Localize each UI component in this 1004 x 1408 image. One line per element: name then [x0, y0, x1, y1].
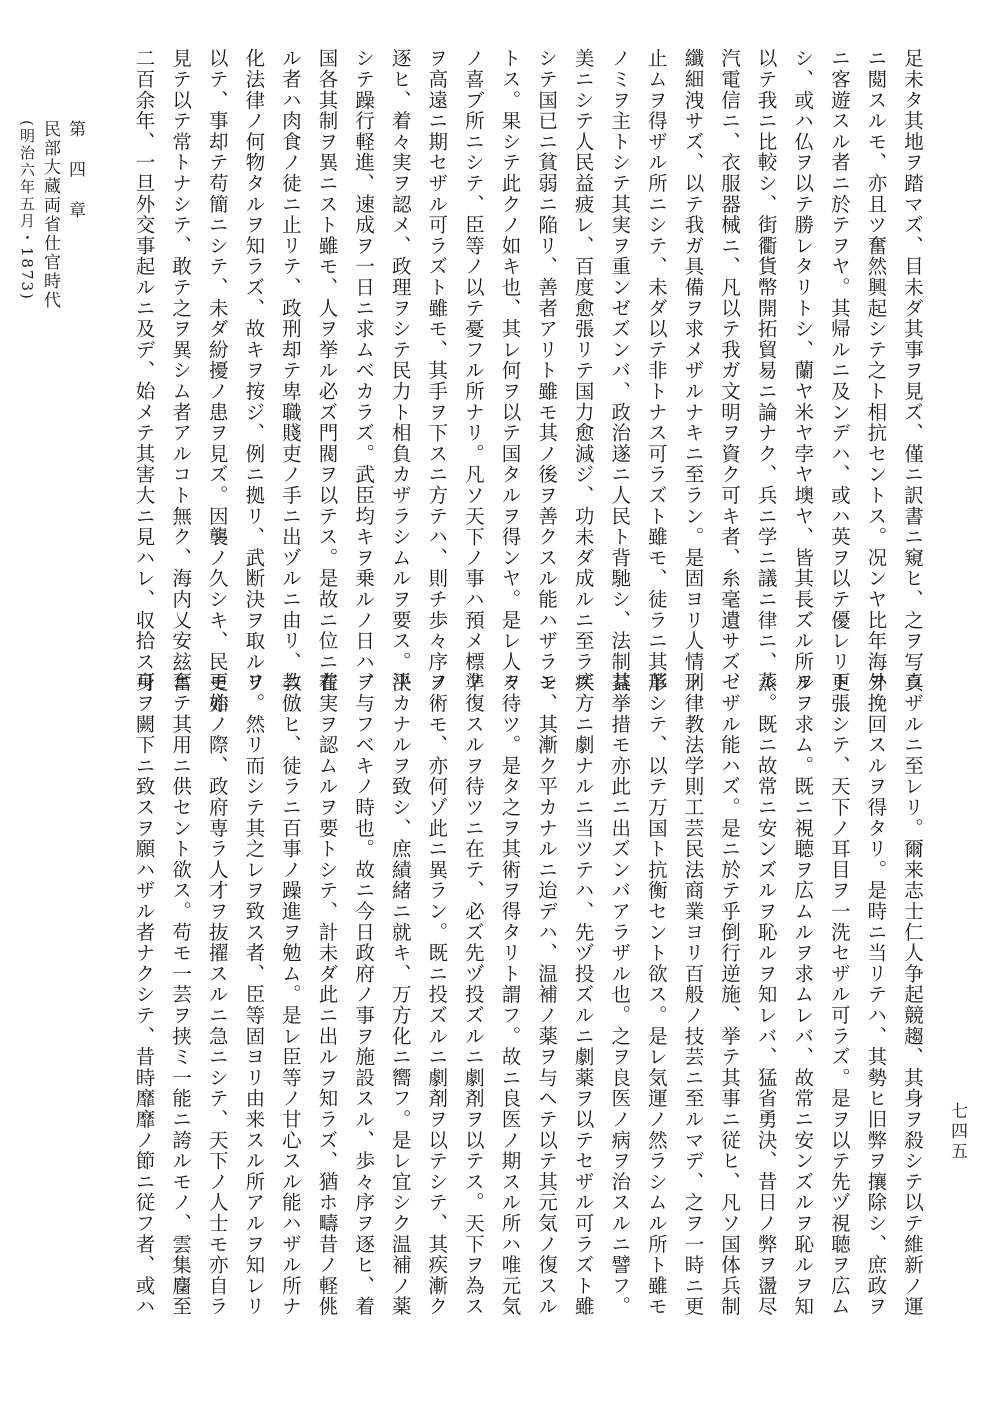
text-line: シテ国已ニ貧弱ニ陥リ、善者アリト雖モ其ノ後ヲ善クスル能ハザラン [535, 48, 559, 693]
text-line: 二百余年、一旦外交事起ルニ及デ、始メテ其害大ニ見ハレ、収拾ス可 [132, 48, 156, 693]
text-line: 纖細洩サズ、以テ我ガ具備ヲ求メザルナキニ至ラン。是固ヨリ人情ノ [681, 48, 705, 693]
text-line: 其挙措モ亦此ニ出ズンバアラザル也。之ヲ良医ノ病ヲ治スルニ譬フ。 [608, 672, 632, 1317]
text-line: 疾方ニ劇ナルニ当ツテハ、先ヅ投ズルニ劇薬ヲ以テセザル可ラズト雖 [571, 672, 595, 1317]
text-line: ノ復スルヲ待ツニ在テ、必ズ先ヅ投ズルニ劇剤ヲ以テス。天下ヲ為ス [461, 672, 485, 1317]
text-line: ル。既ニ故常ニ安ンズルヲ恥ルヲ知レバ、猛省勇決、昔日ノ弊ヲ盪尽 [754, 672, 778, 1317]
page-number: 七四五 [947, 1102, 967, 1162]
chapter-label: 第 四 章 [65, 120, 85, 227]
text-line: シテ躁行軽進、速成ヲ一日ニ求ムベカラズ。武臣均キヲ乗ルノ日ハ、 [352, 48, 376, 693]
text-line: ヲ待ツ。是タ之ヲ其術ヲ得タリト謂フ。故ニ良医ノ期スル所ハ唯元気 [498, 672, 522, 1317]
text-line: ニ客遊スル者ニ於テヲヤ。其帰ルニ及ンデハ、或ハ英ヲ以テ優レリト [827, 48, 851, 693]
text-line: ヲ与フベキノ時也。故ニ今日政府ノ事ヲ施設スル、歩々序ヲ逐ヒ、着 [352, 672, 376, 1317]
text-line: 刑律教法学則工芸民法商業ヨリ百般ノ技芸ニ至ルマデ、之ヲ一時ニ更 [681, 672, 705, 1317]
text-line: 以テ我ニ比較シ、街衢貨幣開拓貿易ニ論ナク、兵ニ学ニ議ニ律ニ、蒸 [754, 48, 778, 693]
text-line: 国各其制ヲ異ニスト雖モ、人ヲ挙ル必ズ門閥ヲ以テス。是故ニ位ニ在 [315, 48, 339, 693]
text-line: 革シテ、以テ万国ト抗衡セント欲ス。是レ気運ノ然ラシムル所ト雖モ [644, 672, 668, 1317]
text-line: 止ムヲ得ザル所ニシテ、未ダ以テ非トナス可ラズト雖モ、徒ラニ其形 [644, 48, 668, 693]
text-line: ルヲ求ム。既ニ視聴ヲ広ムルヲ求ムレバ、故常ニ安ンズルヲ恥ルヲ知 [791, 672, 815, 1317]
text-line: セザル能ハズ。是ニ於テ乎倒行逆施、挙テ其事ニ従ヒ、凡ソ国体兵制 [718, 672, 742, 1317]
text-line: ヲ挽回スルヲ得タリ。是時ニ当リテハ、其勢ヒ旧弊ヲ攘除シ、庶政ヲ [864, 672, 888, 1317]
text-line: ラザルニ至レリ。爾来志士仁人争起競趨、其身ヲ殺シテ以テ維新ノ運 [901, 672, 924, 1317]
text-line: 平カナルヲ致シ、庶績緒ニ就キ、万方化ニ嚮フ。是レ宜シク温補ノ薬 [388, 672, 412, 1317]
text-line: シ、或ハ仏ヲ以テ勝レタリトシ、蘭ヤ米ヤ孛ヤ墺ヤ、皆其長ズル所ヲ [791, 48, 815, 693]
text-line: モ、其漸ク平カナルニ迨デハ、温補ノ薬ヲ与ヘテ以テ其元気ノ復スル [535, 672, 559, 1317]
text-line: ノ喜ブ所ニシテ、臣等ノ以テ憂フル所ナリ。凡ソ天下ノ事ハ預メ標準 [461, 48, 485, 693]
text-line: 逐ヒ、着々実ヲ認メ、政理ヲシテ民力ト相負カザラシムルヲ要ス。決 [388, 48, 412, 693]
text-line: ニ閲スルモ、亦且ツ奮然興起シテ之ト相抗セントス。况ンヤ比年海外 [864, 48, 888, 693]
lower-text-block [90, 672, 930, 1317]
text-line: 着実ヲ認ムルヲ要トシテ、計未ダ此ニ出ルヲ知ラズ、猶ホ疇昔ノ軽佻 [315, 672, 339, 1317]
text-line: 更始ノ際、政府専ラ人才ヲ抜擢スルニ急ニシテ、天下ノ人士モ亦自ラ [205, 672, 229, 1317]
text-line: 以テ、事却テ苟簡ニシテ、未ダ紛擾ノ患ヲ見ズ。因襲ノ久シキ、民モ亦 [205, 48, 229, 714]
text-line: ニ倣ヒ、徒ラニ百事ノ躁進ヲ勉ム。是レ臣等ノ甘心スル能ハザル所ナ [278, 672, 302, 1317]
text-line: 更張シテ、天下ノ耳目ヲ一洗セザル可ラズ。是ヲ以テ先ヅ視聴ヲ広ム [827, 672, 851, 1317]
text-line: 見テ以テ常トナシテ、敢テ之ヲ異シム者アルコト無ク、海内乂安玆ニ [169, 48, 193, 693]
upper-text-block [90, 48, 930, 714]
text-line: ル者ハ肉食ノ徒ニ止リテ、政刑却テ卑職賤吏ノ手ニ出ヅルニ由リ、教 [278, 48, 302, 693]
text-line: 化法律ノ何物タルヲ知ラズ、故キヲ按ジ、例ニ拠リ、武断決ヲ取ルヲ [242, 48, 266, 693]
text-line: 汽電信ニ、衣服器械ニ、凡以テ我ガ文明ヲ資ク可キ者、糸毫遺サズ、 [718, 48, 742, 693]
running-header [18, 120, 88, 680]
text-line: 奮テ其用ニ供セント欲ス。苟モ一芸ヲ挟ミ一能ニ誇ルモノ、雲集麕至 [169, 672, 193, 1317]
text-line: ノ術モ、亦何ゾ此ニ異ラン。既ニ投ズルニ劇剤ヲ以テシテ、其疾漸ク [425, 672, 449, 1317]
chapter-title: 民部大蔵両省仕官時代 [40, 120, 60, 310]
text-line: 足未タ其地ヲ踏マズ、目未ダ其事ヲ見ズ、僅ニ訳書ニ窺ヒ、之ヲ写真 [901, 48, 924, 693]
text-line: ヲ高遠ニ期セザル可ラズト雖モ、其手ヲ下スニ方テハ、則チ歩々序ヲ [425, 48, 449, 693]
era-label: (明治六年五月・1873) [18, 120, 36, 301]
text-line: ノミヲ主トシテ其実ヲ重ンゼズンバ、政治遂ニ人民ト背馳シ、法制益 [608, 48, 632, 693]
text-line: 身ヲ闕下ニ致スヲ願ハザル者ナクシテ、昔時靡靡ノ節ニ従フ者、或ハ [132, 672, 156, 1317]
text-line: 美ニシテ人民益疲レ、百度愈張リテ国力愈減ジ、功未ダ成ルニ至ラズ [571, 48, 595, 693]
text-line: トス。果シテ此クノ如キ也、其レ何ヲ以テ国タルヲ得ンヤ。是レ人々 [498, 48, 522, 693]
text-line: リ。然リ而シテ其之レヲ致ス者、臣等固ヨリ由来スル所アルヲ知レリ [242, 672, 266, 1317]
